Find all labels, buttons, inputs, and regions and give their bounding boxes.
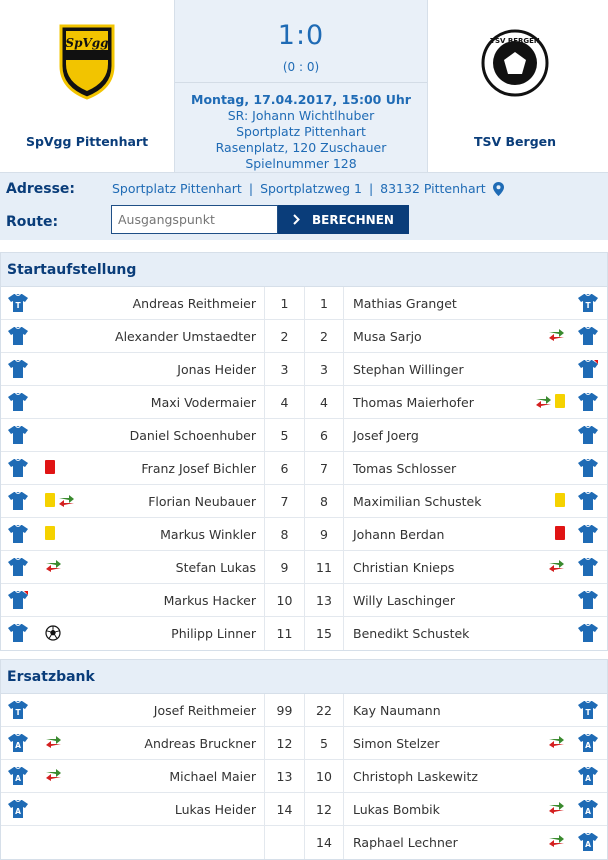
home-shirt-number [264,826,304,859]
svg-text:T: T [15,301,21,310]
address-sep: | [368,181,374,196]
home-shirt-number: 8 [264,518,304,550]
lineup-table [1,287,607,650]
away-player-cell [344,727,607,759]
home-player-cell [1,551,264,583]
table-row [1,617,607,650]
jersey-icon [7,326,29,346]
away-shirt-number: 14 [304,826,344,859]
table-row [1,551,607,584]
home-shirt-number: 10 [264,584,304,616]
home-player-cell [1,793,264,825]
jersey-icon [7,590,29,610]
chevron-right-icon [293,214,300,225]
yellow-card-icon [45,493,55,507]
jersey-icon [7,524,29,544]
jersey-icon [7,491,29,511]
substitute-jersey-icon [7,799,29,819]
substitution-icon [45,768,62,781]
red-card-icon [45,460,55,474]
away-events [555,526,565,540]
home-player-name[interactable]: Philipp Linner [171,626,256,641]
address-label: Adresse: [6,181,76,197]
goalkeeper-jersey-icon [7,700,29,720]
home-player-cell [1,485,264,517]
away-shirt-number: 3 [304,353,344,385]
address-sep: | [248,181,254,196]
away-player-name[interactable]: Benedikt Schustek [353,626,470,641]
away-player-name[interactable]: Thomas Maierhofer [353,394,474,410]
away-player-name[interactable]: Willy Laschinger [353,592,455,608]
substitution-icon [548,328,565,341]
home-player-name[interactable]: Franz Josef Bichler [141,460,256,476]
home-team[interactable] [0,0,174,172]
away-events [548,735,565,748]
table-row [1,320,607,353]
home-events [45,493,75,507]
substitute-jersey-icon [577,832,599,852]
goal-ball-icon [45,625,61,641]
away-player-cell [344,518,607,550]
home-player-cell [1,760,264,792]
home-player-cell [1,727,264,759]
red-card-icon [555,526,565,540]
substitution-icon [58,494,75,507]
away-player-name[interactable]: Christian Knieps [353,559,455,575]
table-row [1,485,607,518]
away-shirt-number: 13 [304,584,344,616]
home-player-name[interactable]: Alexander Umstaedter [115,328,256,344]
home-events [45,526,55,540]
home-player-cell [1,320,264,352]
yellow-card-icon [555,394,565,408]
home-player-cell [1,353,264,385]
home-player-name[interactable]: Michael Maier [169,768,256,784]
home-events [45,460,55,474]
away-player-name[interactable]: Musa Sarjo [353,328,422,344]
address-street[interactable]: Sportplatzweg 1 [260,181,362,196]
route-start-input[interactable] [111,205,278,234]
home-player-cell [1,617,264,650]
match-center [174,0,428,172]
table-row [1,727,607,760]
home-shirt-number: 2 [264,320,304,352]
away-shirt-number: 11 [304,551,344,583]
away-player-cell [344,793,607,825]
away-shirt-number: 1 [304,287,344,319]
jersey-icon [577,425,599,445]
svg-text:A: A [585,840,591,849]
home-shirt-number: 5 [264,419,304,451]
away-player-cell [344,694,607,726]
address-venue[interactable]: Sportplatz Pittenhart [112,181,242,196]
away-shirt-number: 7 [304,452,344,484]
home-team-name[interactable]: SpVgg Pittenhart [25,134,149,149]
svg-text:T: T [585,708,591,717]
away-events [548,801,565,814]
away-player-cell [344,320,607,352]
substitution-icon [535,395,552,408]
away-player-cell [344,353,607,385]
home-club-logo [55,22,119,100]
substitution-icon [548,735,565,748]
home-events [45,625,61,641]
substitution-icon [548,801,565,814]
home-shirt-number: 13 [264,760,304,792]
home-shirt-number: 99 [264,694,304,726]
home-shirt-number: 7 [264,485,304,517]
away-player-cell [344,452,607,484]
home-shirt-number: 12 [264,727,304,759]
home-player-name[interactable]: Lukas Heider [174,801,256,817]
map-pin-icon[interactable] [493,182,504,196]
bench-table [1,694,607,859]
bench-section [0,659,608,860]
jersey-icon [577,623,599,643]
divider [175,82,427,83]
away-events [535,394,565,408]
substitute-jersey-icon [7,766,29,786]
home-shirt-number: 6 [264,452,304,484]
svg-text:T: T [15,708,21,717]
jersey-icon [577,557,599,577]
lineup-title: Startaufstellung [1,253,607,287]
away-shirt-number: 12 [304,793,344,825]
jersey-icon [7,623,29,643]
home-shirt-number: 1 [264,287,304,319]
table-row [1,353,607,386]
svg-text:A: A [15,807,21,816]
table-row [1,287,607,320]
goalkeeper-jersey-icon [577,293,599,313]
svg-text:A: A [585,807,591,816]
final-score: 1:0 [277,20,325,51]
substitute-jersey-icon [7,733,29,753]
calculate-route-button[interactable] [278,205,409,234]
home-events [45,768,62,781]
away-logo-text: TSV BERGEN [490,37,540,45]
substitution-icon [548,559,565,572]
away-player-cell [344,551,607,583]
home-player-name[interactable]: Andreas Bruckner [144,735,256,751]
away-events [548,834,565,847]
away-player-cell [344,287,607,319]
away-shirt-number: 10 [304,760,344,792]
match-date: Montag, 17.04.2017, 15:00 Uhr [191,92,411,107]
home-player-name[interactable]: Florian Neubauer [148,493,256,509]
address-line [112,181,504,196]
table-row [1,419,607,452]
away-team[interactable] [428,0,602,172]
home-player-name[interactable]: Josef Reithmeier [153,702,256,718]
away-player-name[interactable]: Maximilian Schustek [353,493,482,509]
away-events [548,559,565,572]
away-player-cell [344,760,607,792]
home-player-name[interactable]: Markus Winkler [160,526,256,542]
svg-text:A: A [15,741,21,750]
away-player-cell [344,826,607,859]
table-row [1,760,607,793]
home-player-cell [1,287,264,319]
table-row [1,694,607,727]
svg-text:A: A [585,774,591,783]
home-shirt-number: 14 [264,793,304,825]
jersey-icon [577,326,599,346]
jersey-icon [577,590,599,610]
away-player-cell [344,617,607,650]
home-player-name[interactable]: Jonas Heider [177,361,256,377]
route-label: Route: [6,214,59,230]
home-logo-text: SpVgg [65,36,109,50]
jersey-icon [577,359,599,379]
home-shirt-number: 4 [264,386,304,418]
home-events [45,735,62,748]
substitute-jersey-icon [577,733,599,753]
substitute-jersey-icon [577,766,599,786]
away-player-name[interactable]: Tomas Schlosser [353,460,457,476]
yellow-card-icon [555,493,565,507]
substitution-icon [45,735,62,748]
away-player-name[interactable]: Kay Naumann [353,702,441,718]
home-player-cell [1,419,264,451]
svg-text:T: T [585,301,591,310]
away-player-name[interactable]: Mathias Granget [353,295,457,311]
away-player-cell [344,386,607,418]
home-player-name[interactable]: Stefan Lukas [175,559,256,575]
referee: SR: Johann Wichtlhuber [227,108,375,123]
goalkeeper-jersey-icon [7,293,29,313]
home-player-cell [1,386,264,418]
jersey-icon [577,524,599,544]
substitution-icon [45,559,62,572]
away-events [548,328,565,341]
away-events [555,493,565,507]
yellow-card-icon [45,526,55,540]
home-player-cell [1,694,264,726]
home-player-cell [1,518,264,550]
halftime-score: (0 : 0) [282,60,320,74]
home-player-cell [1,584,264,616]
away-shirt-number: 8 [304,485,344,517]
substitution-icon [548,834,565,847]
home-player-name[interactable]: Andreas Reithmeier [132,295,256,311]
table-row [1,452,607,485]
match-number: Spielnummer 128 [245,156,357,171]
away-player-name[interactable]: Raphael Lechner [353,835,458,850]
jersey-icon [7,359,29,379]
svg-text:A: A [15,774,21,783]
away-player-name[interactable]: Simon Stelzer [353,735,440,751]
away-player-name[interactable]: Johann Berdan [353,526,445,542]
jersey-icon [7,458,29,478]
away-shirt-number: 22 [304,694,344,726]
lineup-section [0,252,608,651]
table-row [1,386,607,419]
home-player-name[interactable]: Markus Hacker [163,592,256,608]
away-player-cell [344,584,607,616]
table-row [1,826,607,859]
match-header [0,0,608,172]
away-shirt-number: 4 [304,386,344,418]
away-player-name[interactable]: Josef Joerg [353,427,419,443]
away-player-cell [344,419,607,451]
away-shirt-number: 5 [304,727,344,759]
match-info [175,92,427,172]
home-events [45,559,62,572]
home-player-name[interactable]: Daniel Schoenhuber [129,427,256,443]
home-player-name[interactable]: Maxi Vodermaier [150,394,256,410]
home-shirt-number: 11 [264,617,304,650]
away-shirt-number: 6 [304,419,344,451]
surface-attendance: Rasenplatz, 120 Zuschauer [215,140,387,155]
jersey-icon [577,392,599,412]
away-shirt-number: 15 [304,617,344,650]
address-city[interactable]: 83132 Pittenhart [380,181,486,196]
home-player-cell [1,826,264,859]
away-shirt-number: 9 [304,518,344,550]
away-shirt-number: 2 [304,320,344,352]
table-row [1,518,607,551]
goalkeeper-jersey-icon [577,700,599,720]
home-shirt-number: 9 [264,551,304,583]
away-player-name[interactable]: Stephan Willinger [353,361,464,377]
svg-text:A: A [585,741,591,750]
jersey-icon [7,392,29,412]
jersey-icon [577,458,599,478]
calculate-route-label: BERECHNEN [312,212,394,227]
away-player-cell [344,485,607,517]
venue[interactable]: Sportplatz Pittenhart [236,124,366,139]
table-row [1,793,607,826]
table-row [1,584,607,617]
away-team-name[interactable]: TSV Bergen [473,134,557,149]
bench-title: Ersatzbank [1,660,607,694]
home-player-cell [1,452,264,484]
away-club-logo [480,28,550,98]
home-shirt-number: 3 [264,353,304,385]
substitute-jersey-icon [577,799,599,819]
jersey-icon [577,491,599,511]
jersey-icon [7,557,29,577]
away-player-name[interactable]: Lukas Bombik [353,801,440,817]
jersey-icon [7,425,29,445]
away-player-name[interactable]: Christoph Laskewitz [353,768,478,784]
